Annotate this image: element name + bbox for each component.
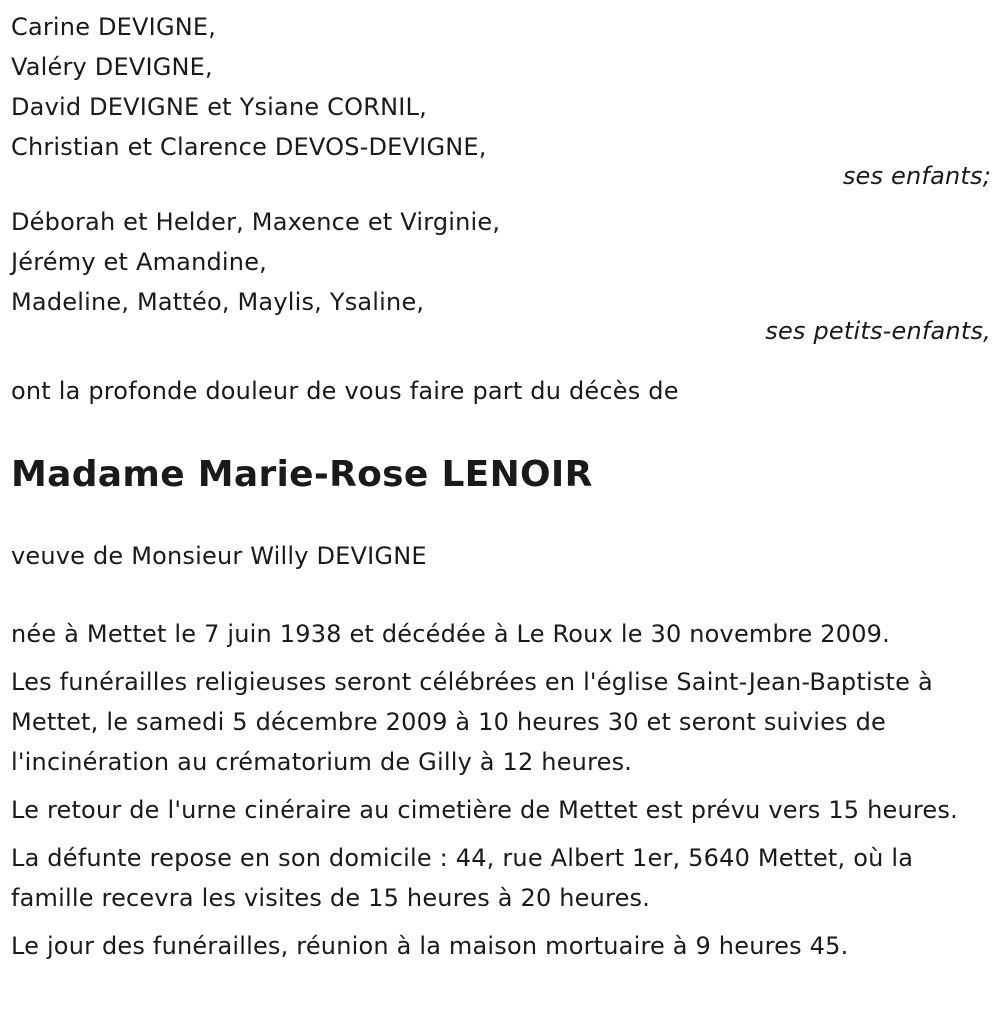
children-list — [11, 0, 991, 167]
grandchildren-list — [11, 202, 991, 322]
birth-death-paragraph: née à Mettet le 7 juin 1938 et décédée à Le Roux le 30 novembre 2009. — [11, 620, 890, 648]
widow-of-text: veuve de Monsieur Willy DEVIGNE — [11, 542, 427, 570]
announcement-text: ont la profonde douleur de vous faire part du décès de — [11, 377, 679, 405]
grandchild-line: Madeline, Mattéo, Maylis, Ysaline, — [11, 288, 425, 316]
child-line: Christian et Clarence DEVOS-DEVIGNE, — [11, 133, 487, 161]
urn-paragraph: Le retour de l'urne cinéraire au cimetière de Mettet est prévu vers 15 heures. — [11, 796, 958, 824]
grandchild-line: Déborah et Helder, Maxence et Virginie, — [11, 208, 501, 236]
funeral-paragraph: Les funérailles religieuses seront célébrées en l'église Saint-Jean-Baptiste à Mettet, le samedi 5 décembre 2009 à 10 heures 30 et seront suivies de l'incinération au crématorium de Gilly à 12 heures. — [11, 668, 933, 776]
child-line: Carine DEVIGNE, — [11, 13, 217, 41]
grandchildren-label: ses petits-enfants, — [765, 317, 991, 345]
children-label: ses enfants; — [842, 162, 991, 190]
child-line: David DEVIGNE et Ysiane CORNIL, — [11, 93, 427, 121]
gathering-paragraph: Le jour des funérailles, réunion à la maison mortuaire à 9 heures 45. — [11, 932, 849, 960]
child-line: Valéry DEVIGNE, — [11, 53, 213, 81]
grandchild-line: Jérémy et Amandine, — [11, 248, 267, 276]
obituary-notice — [11, 0, 991, 966]
deceased-name: Madame Marie-Rose LENOIR — [11, 454, 593, 495]
home-visit-paragraph: La défunte repose en son domicile : 44, rue Albert 1er, 5640 Mettet, où la famille recevra les visites de 15 heures à 20 heures. — [11, 844, 914, 912]
